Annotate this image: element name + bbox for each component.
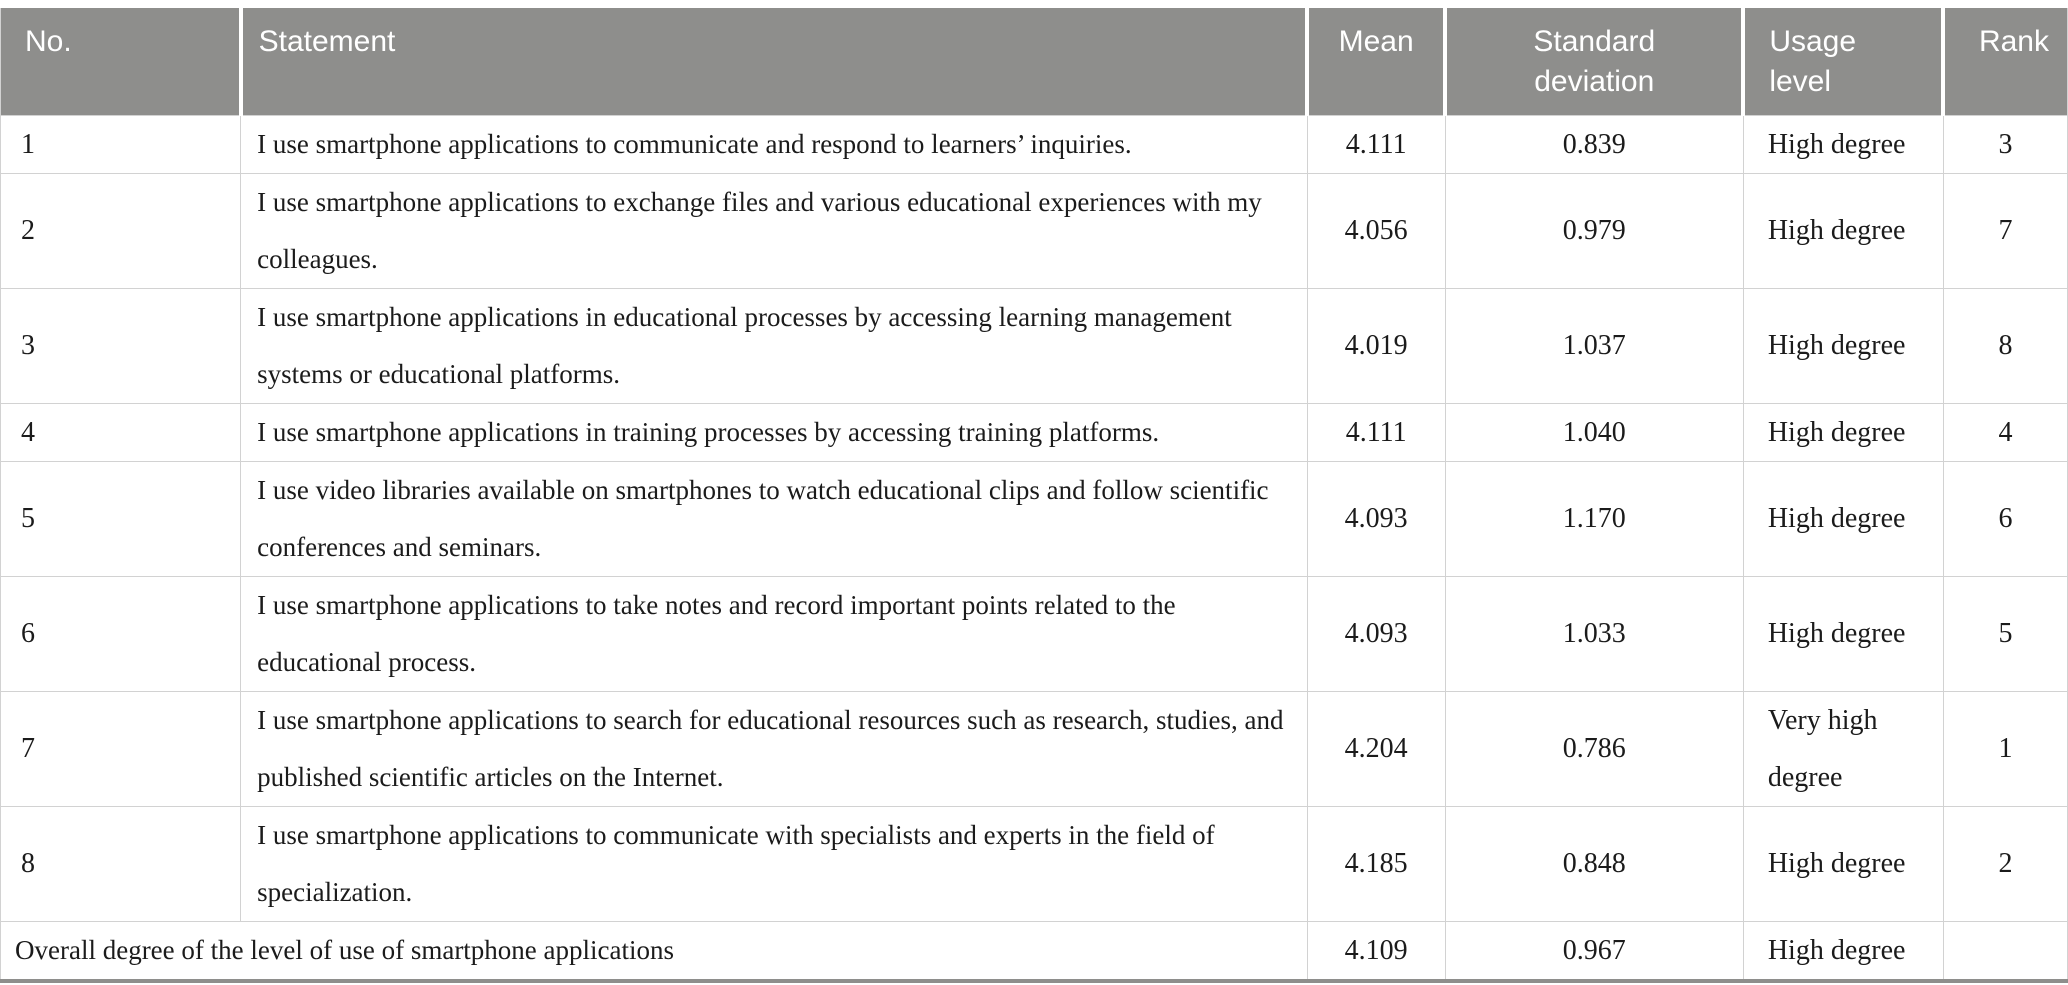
footer-usage-level: High degree	[1743, 921, 1943, 981]
cell-rank: 5	[1943, 576, 2067, 691]
cell-usage: High degree	[1743, 403, 1943, 461]
footer-mean: 4.109	[1307, 921, 1445, 981]
col-header-standard-deviation: Standard deviation	[1445, 8, 1743, 115]
cell-sd: 0.786	[1445, 691, 1743, 806]
cell-mean: 4.056	[1307, 173, 1445, 288]
cell-mean: 4.185	[1307, 806, 1445, 921]
cell-rank: 6	[1943, 461, 2067, 576]
table-row	[1, 576, 2068, 691]
cell-no: 4	[1, 403, 241, 461]
cell-statement: I use smartphone applications to communicate and respond to learners’ inquiries.	[241, 115, 1308, 173]
cell-no: 1	[1, 115, 241, 173]
cell-statement: I use video libraries available on smartphones to watch educational clips and follow scientific conferences and seminars.	[241, 461, 1308, 576]
cell-usage: High degree	[1743, 806, 1943, 921]
cell-usage: High degree	[1743, 115, 1943, 173]
table-footer-row	[1, 921, 2068, 981]
footer-overall-label: Overall degree of the level of use of smartphone applications	[1, 921, 1308, 981]
cell-usage: High degree	[1743, 173, 1943, 288]
cell-statement: I use smartphone applications in training processes by accessing training platforms.	[241, 403, 1308, 461]
cell-no: 2	[1, 173, 241, 288]
cell-no: 6	[1, 576, 241, 691]
col-header-usage-level: Usage level	[1743, 8, 1943, 115]
cell-sd: 0.979	[1445, 173, 1743, 288]
table-row	[1, 288, 2068, 403]
col-header-statement: Statement	[241, 8, 1308, 115]
cell-no: 7	[1, 691, 241, 806]
table-row	[1, 115, 2068, 173]
cell-statement: I use smartphone applications to exchange files and various educational experiences with my colleagues.	[241, 173, 1308, 288]
footer-rank	[1943, 921, 2067, 981]
footer-sd: 0.967	[1445, 921, 1743, 981]
cell-sd: 1.037	[1445, 288, 1743, 403]
cell-usage: High degree	[1743, 461, 1943, 576]
cell-mean: 4.093	[1307, 461, 1445, 576]
col-header-rank: Rank	[1943, 8, 2067, 115]
table-row	[1, 691, 2068, 806]
col-header-mean: Mean	[1307, 8, 1445, 115]
cell-statement: I use smartphone applications to communicate with specialists and experts in the field of specialization.	[241, 806, 1308, 921]
table-row	[1, 173, 2068, 288]
cell-rank: 8	[1943, 288, 2067, 403]
cell-no: 3	[1, 288, 241, 403]
table-row	[1, 806, 2068, 921]
cell-statement: I use smartphone applications in educational processes by accessing learning management systems or educational platforms.	[241, 288, 1308, 403]
table-row	[1, 461, 2068, 576]
cell-sd: 0.839	[1445, 115, 1743, 173]
cell-rank: 3	[1943, 115, 2067, 173]
cell-sd: 0.848	[1445, 806, 1743, 921]
table-row	[1, 403, 2068, 461]
cell-sd: 1.033	[1445, 576, 1743, 691]
cell-mean: 4.019	[1307, 288, 1445, 403]
cell-no: 8	[1, 806, 241, 921]
cell-statement: I use smartphone applications to search for educational resources such as research, studies, and published scientific articles on the Internet.	[241, 691, 1308, 806]
cell-sd: 1.040	[1445, 403, 1743, 461]
cell-usage: High degree	[1743, 576, 1943, 691]
cell-mean: 4.093	[1307, 576, 1445, 691]
cell-usage: High degree	[1743, 288, 1943, 403]
cell-rank: 4	[1943, 403, 2067, 461]
cell-rank: 7	[1943, 173, 2067, 288]
table-header-row	[1, 8, 2068, 115]
cell-sd: 1.170	[1445, 461, 1743, 576]
cell-mean: 4.111	[1307, 403, 1445, 461]
col-header-no: No.	[1, 8, 241, 115]
cell-mean: 4.204	[1307, 691, 1445, 806]
cell-statement: I use smartphone applications to take notes and record important points related to the educational process.	[241, 576, 1308, 691]
results-table	[0, 8, 2068, 983]
cell-usage: Very high degree	[1743, 691, 1943, 806]
cell-mean: 4.111	[1307, 115, 1445, 173]
cell-rank: 1	[1943, 691, 2067, 806]
cell-no: 5	[1, 461, 241, 576]
cell-rank: 2	[1943, 806, 2067, 921]
